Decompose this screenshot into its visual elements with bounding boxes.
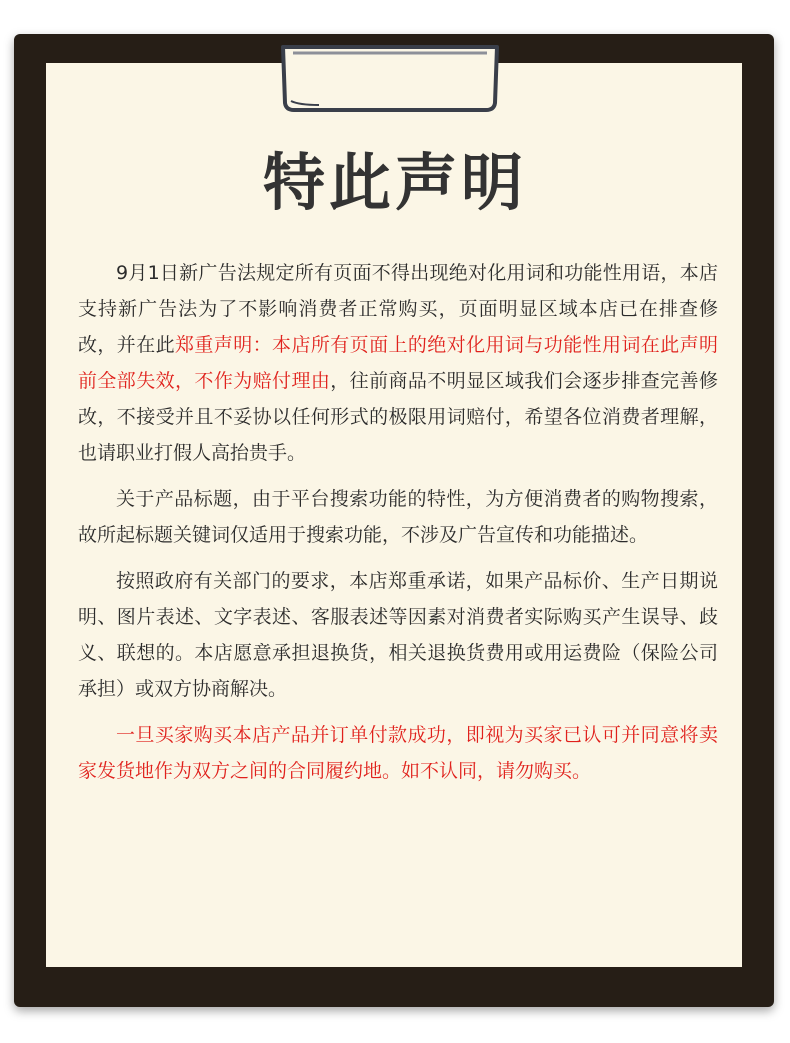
paragraph-ad-law-continued: ，往前商品不明显区域我们会逐步排查完善修改，不接受并且不妥协以任何形式的极限用词赔付，希望各位消费者理解，也请职业打假人高抬贵手。 (78, 370, 718, 464)
clip-icon (279, 43, 501, 113)
paragraph-commitment: 按照政府有关部门的要求，本店郑重承诺，如果产品标价、生产日期说明、图片表述、文字表述、客服表述等因素对消费者实际购买产生误导、歧义、联想的。本店愿意承担退换货，相关退换货费用或用运费险（保险公司承担）或双方协商解决。 (78, 570, 718, 700)
statement-body (78, 255, 718, 799)
page-title: 特此声明 (262, 146, 527, 219)
paragraph-product-title: 关于产品标题，由于平台搜索功能的特性，为方便消费者的购物搜索，故所起标题关键词仅适用于搜索功能，不涉及广告宣传和功能描述。 (78, 488, 718, 546)
paragraph-contract-location: 一旦买家购买本店产品并订单付款成功，即视为买家已认可并同意将卖家发货地作为双方之间的合同履约地。如不认同，请勿购买。 (78, 724, 718, 782)
paragraph-ad-law-text: 9月1日新广告法规定所有页面不得出现绝对化用词和功能性用语，本店支持新广告法为了不影响消费者正常购买，页面明显区域本店已在排查修改，并在此 (78, 262, 718, 356)
solemn-declaration-highlight: 郑重声明：本店所有页面上的绝对化用词与功能性用词在此声明前全部失效，不作为赔付理由 (78, 334, 718, 392)
paragraph-ad-law (78, 255, 718, 471)
